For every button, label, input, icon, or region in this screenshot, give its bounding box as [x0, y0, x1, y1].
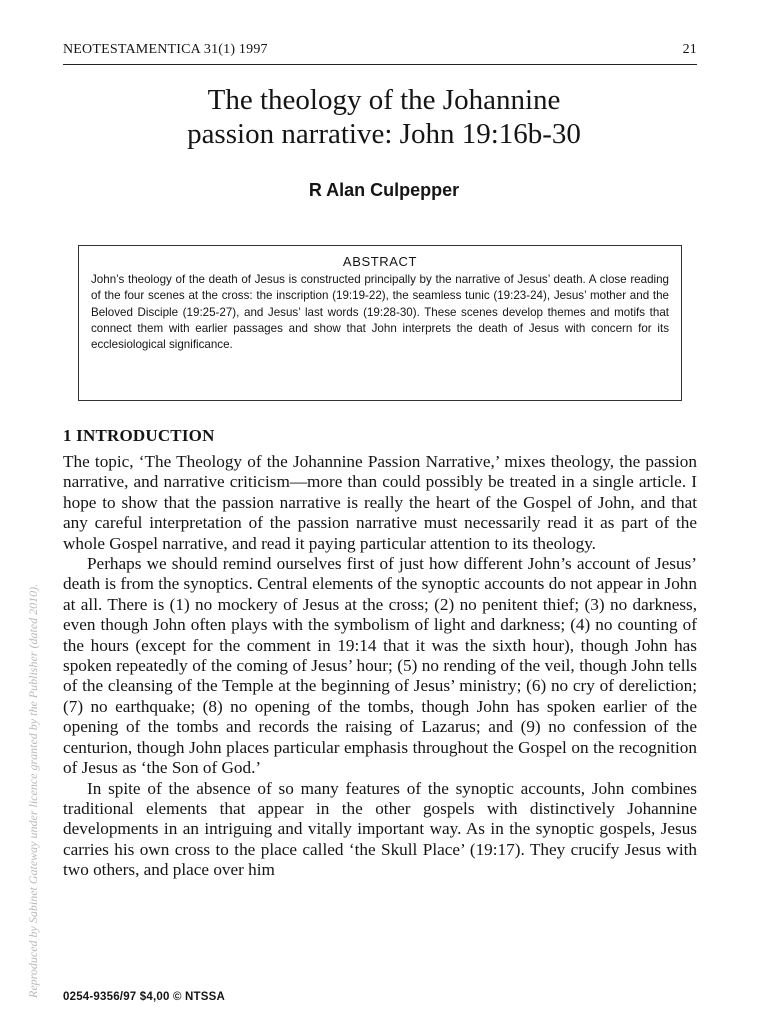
sabinet-watermark: Reproduced by Sabinet Gateway under licence granted by the Publisher (dated 2010).	[26, 583, 40, 998]
paragraph-1: The topic, ‘The Theology of the Johannine Passion Narrative,’ mixes theology, the passion narrative, and narrative criticism—more than could possibly be treated in a single article. I hope to show that the passion narrative is really the heart of the Gospel of John, and that any careful interpretation of the passion narrative must necessarily read it as part of the whole Gospel narrative, and read it paying particular attention to its theology.	[63, 452, 697, 553]
journal-citation: NEOTESTAMENTICA 31(1) 1997	[63, 42, 268, 57]
abstract-heading: ABSTRACT	[342, 254, 418, 269]
footer-code: 0254-9356/97 $4,00 © NTSSA	[63, 991, 225, 1003]
paragraph-3: In spite of the absence of so many features of the synoptic accounts, John combines traditional elements that appear in the other gospels with distinctively Johannine developments in an intriguing and vitally important way. As in the synoptic gospels, Jesus carries his own cross to the place called ‘the Skull Place’ (19:17). They crucify Jesus with two others, and place over him	[63, 778, 697, 880]
article-title	[60, 83, 708, 151]
abstract-text: John’s theology of the death of Jesus is constructed principally by the narrative of Jesus’ death. A close reading of the four scenes at the cross: the inscription (19:19-22), the seamless tunic (19:23-24), Jesus’ mother and the Beloved Disciple (19:25-27), and Jesus’ last words (19:28-30). These scenes develop themes and motifs that connect them with earlier passages and show that John interprets the death of Jesus with concern for its ecclesiological significance.	[91, 273, 669, 352]
body-text	[63, 452, 697, 881]
page-number: 21	[682, 42, 697, 57]
article-author: R Alan Culpepper	[308, 180, 460, 200]
title-line-1: The theology of the Johannine	[207, 84, 561, 116]
paragraph-2: Perhaps we should remind ourselves first of just how different John’s account of Jesus’ death is from the synoptics. Central elements of the synoptic accounts do not appear in John at all. There is (1) no mockery of Jesus at the cross; (2) no penitent thief; (3) no darkness, even though John often plays with the symbolism of light and darkness; (4) no counting of the hours (except for the comment in 19:14 that it was the sixth hour), though John has spoken repeatedly of the coming of Jesus’ hour; (5) no rending of the veil, though John tells of the cleansing of the Temple at the beginning of Jesus’ ministry; (6) no cry of dereliction; (7) no earthquake; (8) no opening of the tombs, though John has spoken earlier of the opening of the tombs and records the raising of Lazarus; and (9) no confession of the centurion, though John places particular emphasis throughout the Gospel on the recognition of Jesus as ‘the Son of God.’	[63, 554, 697, 778]
abstract-box	[78, 245, 682, 401]
title-line-2: passion narrative: John 19:16b-30	[187, 118, 581, 150]
running-header	[63, 42, 697, 65]
section-heading: 1 INTRODUCTION	[63, 426, 215, 445]
